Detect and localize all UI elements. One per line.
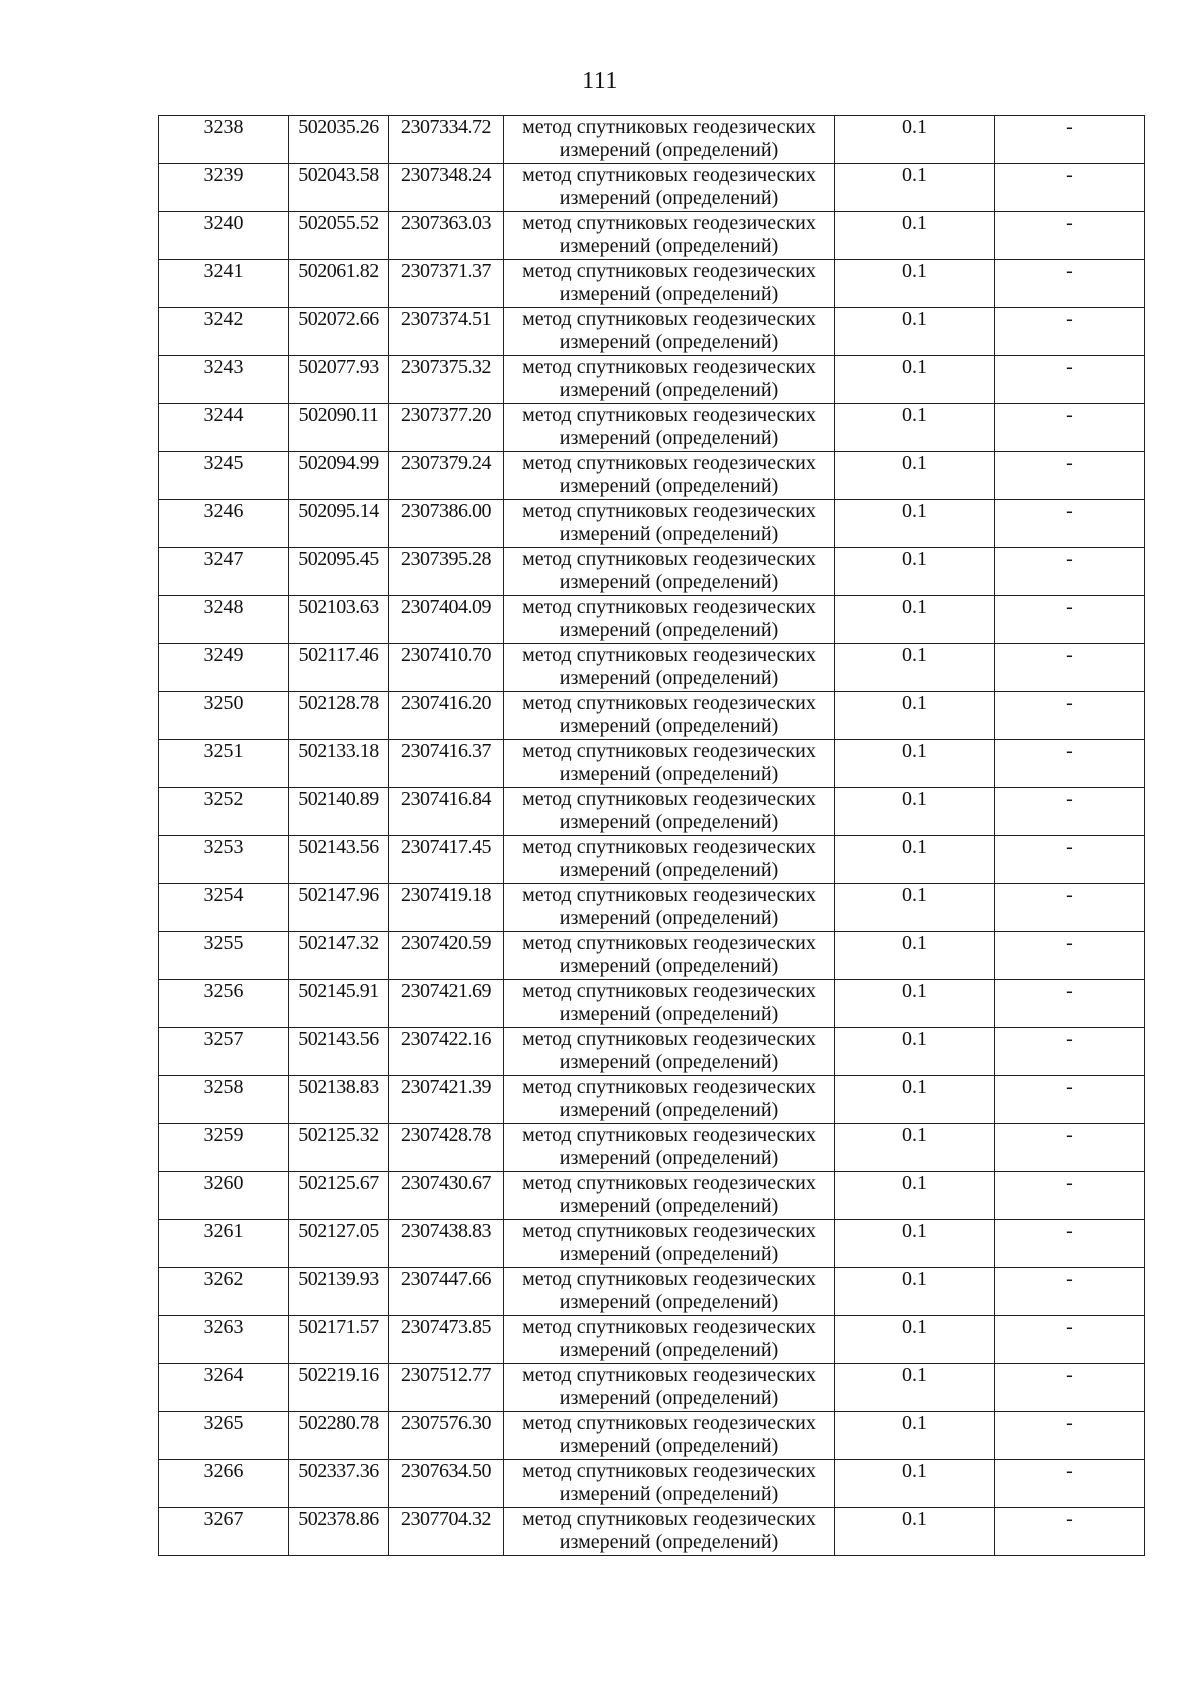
- determination-method: метод спутниковых геодезических измерений (определений): [504, 548, 835, 596]
- determination-method: метод спутниковых геодезических измерений (определений): [504, 1076, 835, 1124]
- coordinates-table: [158, 115, 1145, 1556]
- point-number: 3248: [159, 596, 289, 644]
- note-value: -: [995, 116, 1145, 164]
- x-coordinate: 502147.32: [289, 932, 389, 980]
- note-value: -: [995, 692, 1145, 740]
- point-number: 3262: [159, 1268, 289, 1316]
- x-coordinate: 502061.82: [289, 260, 389, 308]
- x-coordinate: 502145.91: [289, 980, 389, 1028]
- y-coordinate: 2307438.83: [389, 1220, 504, 1268]
- accuracy-value: 0.1: [835, 452, 995, 500]
- table-row: [159, 260, 1145, 308]
- table-row: [159, 500, 1145, 548]
- point-number: 3257: [159, 1028, 289, 1076]
- note-value: -: [995, 452, 1145, 500]
- note-value: -: [995, 932, 1145, 980]
- note-value: -: [995, 644, 1145, 692]
- x-coordinate: 502125.32: [289, 1124, 389, 1172]
- table-row: [159, 1508, 1145, 1556]
- x-coordinate: 502125.67: [289, 1172, 389, 1220]
- note-value: -: [995, 308, 1145, 356]
- table-row: [159, 740, 1145, 788]
- point-number: 3241: [159, 260, 289, 308]
- note-value: -: [995, 980, 1145, 1028]
- point-number: 3242: [159, 308, 289, 356]
- x-coordinate: 502094.99: [289, 452, 389, 500]
- table-row: [159, 1316, 1145, 1364]
- determination-method: метод спутниковых геодезических измерений (определений): [504, 596, 835, 644]
- note-value: -: [995, 1364, 1145, 1412]
- table-row: [159, 308, 1145, 356]
- page-number: 111: [582, 68, 618, 94]
- x-coordinate: 502143.56: [289, 836, 389, 884]
- y-coordinate: 2307363.03: [389, 212, 504, 260]
- determination-method: метод спутниковых геодезических измерений (определений): [504, 980, 835, 1028]
- table-row: [159, 596, 1145, 644]
- x-coordinate: 502138.83: [289, 1076, 389, 1124]
- accuracy-value: 0.1: [835, 1220, 995, 1268]
- accuracy-value: 0.1: [835, 1028, 995, 1076]
- table-row: [159, 1268, 1145, 1316]
- x-coordinate: 502077.93: [289, 356, 389, 404]
- accuracy-value: 0.1: [835, 836, 995, 884]
- y-coordinate: 2307374.51: [389, 308, 504, 356]
- accuracy-value: 0.1: [835, 260, 995, 308]
- determination-method: метод спутниковых геодезических измерений (определений): [504, 260, 835, 308]
- point-number: 3238: [159, 116, 289, 164]
- point-number: 3260: [159, 1172, 289, 1220]
- table-row: [159, 644, 1145, 692]
- y-coordinate: 2307447.66: [389, 1268, 504, 1316]
- note-value: -: [995, 1412, 1145, 1460]
- y-coordinate: 2307634.50: [389, 1460, 504, 1508]
- table-row: [159, 212, 1145, 260]
- y-coordinate: 2307428.78: [389, 1124, 504, 1172]
- accuracy-value: 0.1: [835, 932, 995, 980]
- point-number: 3254: [159, 884, 289, 932]
- point-number: 3245: [159, 452, 289, 500]
- x-coordinate: 502133.18: [289, 740, 389, 788]
- point-number: 3247: [159, 548, 289, 596]
- table-row: [159, 1172, 1145, 1220]
- y-coordinate: 2307416.37: [389, 740, 504, 788]
- accuracy-value: 0.1: [835, 1364, 995, 1412]
- table-row: [159, 116, 1145, 164]
- point-number: 3267: [159, 1508, 289, 1556]
- note-value: -: [995, 1076, 1145, 1124]
- note-value: -: [995, 1316, 1145, 1364]
- accuracy-value: 0.1: [835, 692, 995, 740]
- table-row: [159, 164, 1145, 212]
- x-coordinate: 502035.26: [289, 116, 389, 164]
- point-number: 3264: [159, 1364, 289, 1412]
- note-value: -: [995, 596, 1145, 644]
- x-coordinate: 502072.66: [289, 308, 389, 356]
- x-coordinate: 502103.63: [289, 596, 389, 644]
- note-value: -: [995, 740, 1145, 788]
- accuracy-value: 0.1: [835, 1124, 995, 1172]
- y-coordinate: 2307421.69: [389, 980, 504, 1028]
- y-coordinate: 2307430.67: [389, 1172, 504, 1220]
- table-row: [159, 980, 1145, 1028]
- table-row: [159, 788, 1145, 836]
- table-row: [159, 1460, 1145, 1508]
- y-coordinate: 2307576.30: [389, 1412, 504, 1460]
- accuracy-value: 0.1: [835, 1076, 995, 1124]
- accuracy-value: 0.1: [835, 980, 995, 1028]
- note-value: -: [995, 500, 1145, 548]
- note-value: -: [995, 1508, 1145, 1556]
- y-coordinate: 2307386.00: [389, 500, 504, 548]
- determination-method: метод спутниковых геодезических измерений (определений): [504, 1172, 835, 1220]
- determination-method: метод спутниковых геодезических измерений (определений): [504, 740, 835, 788]
- accuracy-value: 0.1: [835, 1316, 995, 1364]
- table-row: [159, 932, 1145, 980]
- accuracy-value: 0.1: [835, 1460, 995, 1508]
- determination-method: метод спутниковых геодезических измерений (определений): [504, 1460, 835, 1508]
- y-coordinate: 2307348.24: [389, 164, 504, 212]
- determination-method: метод спутниковых геодезических измерений (определений): [504, 1124, 835, 1172]
- y-coordinate: 2307377.20: [389, 404, 504, 452]
- note-value: -: [995, 404, 1145, 452]
- accuracy-value: 0.1: [835, 884, 995, 932]
- x-coordinate: 502337.36: [289, 1460, 389, 1508]
- accuracy-value: 0.1: [835, 548, 995, 596]
- point-number: 3239: [159, 164, 289, 212]
- accuracy-value: 0.1: [835, 1412, 995, 1460]
- table-row: [159, 1028, 1145, 1076]
- accuracy-value: 0.1: [835, 1172, 995, 1220]
- table-row: [159, 1124, 1145, 1172]
- y-coordinate: 2307416.20: [389, 692, 504, 740]
- point-number: 3265: [159, 1412, 289, 1460]
- determination-method: метод спутниковых геодезических измерений (определений): [504, 1364, 835, 1412]
- accuracy-value: 0.1: [835, 356, 995, 404]
- table-row: [159, 1364, 1145, 1412]
- determination-method: метод спутниковых геодезических измерений (определений): [504, 1316, 835, 1364]
- determination-method: метод спутниковых геодезических измерений (определений): [504, 1268, 835, 1316]
- x-coordinate: 502143.56: [289, 1028, 389, 1076]
- accuracy-value: 0.1: [835, 596, 995, 644]
- point-number: 3261: [159, 1220, 289, 1268]
- determination-method: метод спутниковых геодезических измерений (определений): [504, 932, 835, 980]
- x-coordinate: 502095.45: [289, 548, 389, 596]
- y-coordinate: 2307375.32: [389, 356, 504, 404]
- point-number: 3259: [159, 1124, 289, 1172]
- note-value: -: [995, 1460, 1145, 1508]
- note-value: -: [995, 260, 1145, 308]
- y-coordinate: 2307512.77: [389, 1364, 504, 1412]
- point-number: 3243: [159, 356, 289, 404]
- y-coordinate: 2307417.45: [389, 836, 504, 884]
- x-coordinate: 502147.96: [289, 884, 389, 932]
- x-coordinate: 502117.46: [289, 644, 389, 692]
- table-row: [159, 1076, 1145, 1124]
- determination-method: метод спутниковых геодезических измерений (определений): [504, 212, 835, 260]
- x-coordinate: 502171.57: [289, 1316, 389, 1364]
- y-coordinate: 2307404.09: [389, 596, 504, 644]
- point-number: 3244: [159, 404, 289, 452]
- determination-method: метод спутниковых геодезических измерений (определений): [504, 500, 835, 548]
- note-value: -: [995, 212, 1145, 260]
- determination-method: метод спутниковых геодезических измерений (определений): [504, 692, 835, 740]
- accuracy-value: 0.1: [835, 500, 995, 548]
- note-value: -: [995, 1268, 1145, 1316]
- accuracy-value: 0.1: [835, 308, 995, 356]
- point-number: 3263: [159, 1316, 289, 1364]
- note-value: -: [995, 356, 1145, 404]
- x-coordinate: 502219.16: [289, 1364, 389, 1412]
- note-value: -: [995, 548, 1145, 596]
- point-number: 3246: [159, 500, 289, 548]
- y-coordinate: 2307416.84: [389, 788, 504, 836]
- table-row: [159, 1412, 1145, 1460]
- x-coordinate: 502140.89: [289, 788, 389, 836]
- x-coordinate: 502378.86: [289, 1508, 389, 1556]
- y-coordinate: 2307334.72: [389, 116, 504, 164]
- y-coordinate: 2307379.24: [389, 452, 504, 500]
- determination-method: метод спутниковых геодезических измерений (определений): [504, 1508, 835, 1556]
- accuracy-value: 0.1: [835, 788, 995, 836]
- accuracy-value: 0.1: [835, 212, 995, 260]
- note-value: -: [995, 1172, 1145, 1220]
- y-coordinate: 2307419.18: [389, 884, 504, 932]
- x-coordinate: 502043.58: [289, 164, 389, 212]
- table-row: [159, 404, 1145, 452]
- point-number: 3250: [159, 692, 289, 740]
- table-row: [159, 836, 1145, 884]
- x-coordinate: 502127.05: [289, 1220, 389, 1268]
- note-value: -: [995, 836, 1145, 884]
- x-coordinate: 502095.14: [289, 500, 389, 548]
- determination-method: метод спутниковых геодезических измерений (определений): [504, 164, 835, 212]
- determination-method: метод спутниковых геодезических измерений (определений): [504, 788, 835, 836]
- point-number: 3266: [159, 1460, 289, 1508]
- y-coordinate: 2307395.28: [389, 548, 504, 596]
- determination-method: метод спутниковых геодезических измерений (определений): [504, 1028, 835, 1076]
- note-value: -: [995, 884, 1145, 932]
- y-coordinate: 2307371.37: [389, 260, 504, 308]
- determination-method: метод спутниковых геодезических измерений (определений): [504, 1220, 835, 1268]
- determination-method: метод спутниковых геодезических измерений (определений): [504, 404, 835, 452]
- accuracy-value: 0.1: [835, 740, 995, 788]
- point-number: 3249: [159, 644, 289, 692]
- x-coordinate: 502128.78: [289, 692, 389, 740]
- table-row: [159, 1220, 1145, 1268]
- y-coordinate: 2307420.59: [389, 932, 504, 980]
- point-number: 3252: [159, 788, 289, 836]
- note-value: -: [995, 1220, 1145, 1268]
- determination-method: метод спутниковых геодезических измерений (определений): [504, 884, 835, 932]
- note-value: -: [995, 788, 1145, 836]
- point-number: 3255: [159, 932, 289, 980]
- accuracy-value: 0.1: [835, 1508, 995, 1556]
- table-row: [159, 452, 1145, 500]
- note-value: -: [995, 1124, 1145, 1172]
- coordinates-table-body: [159, 116, 1145, 1556]
- point-number: 3251: [159, 740, 289, 788]
- note-value: -: [995, 164, 1145, 212]
- y-coordinate: 2307422.16: [389, 1028, 504, 1076]
- accuracy-value: 0.1: [835, 164, 995, 212]
- point-number: 3253: [159, 836, 289, 884]
- x-coordinate: 502280.78: [289, 1412, 389, 1460]
- determination-method: метод спутниковых геодезических измерений (определений): [504, 836, 835, 884]
- determination-method: метод спутниковых геодезических измерений (определений): [504, 308, 835, 356]
- table-row: [159, 356, 1145, 404]
- x-coordinate: 502090.11: [289, 404, 389, 452]
- accuracy-value: 0.1: [835, 644, 995, 692]
- y-coordinate: 2307421.39: [389, 1076, 504, 1124]
- accuracy-value: 0.1: [835, 1268, 995, 1316]
- determination-method: метод спутниковых геодезических измерений (определений): [504, 644, 835, 692]
- point-number: 3240: [159, 212, 289, 260]
- table-row: [159, 884, 1145, 932]
- y-coordinate: 2307704.32: [389, 1508, 504, 1556]
- point-number: 3256: [159, 980, 289, 1028]
- determination-method: метод спутниковых геодезических измерений (определений): [504, 452, 835, 500]
- table-row: [159, 548, 1145, 596]
- table-row: [159, 692, 1145, 740]
- x-coordinate: 502139.93: [289, 1268, 389, 1316]
- point-number: 3258: [159, 1076, 289, 1124]
- determination-method: метод спутниковых геодезических измерений (определений): [504, 116, 835, 164]
- accuracy-value: 0.1: [835, 404, 995, 452]
- determination-method: метод спутниковых геодезических измерений (определений): [504, 1412, 835, 1460]
- note-value: -: [995, 1028, 1145, 1076]
- x-coordinate: 502055.52: [289, 212, 389, 260]
- y-coordinate: 2307473.85: [389, 1316, 504, 1364]
- determination-method: метод спутниковых геодезических измерений (определений): [504, 356, 835, 404]
- y-coordinate: 2307410.70: [389, 644, 504, 692]
- accuracy-value: 0.1: [835, 116, 995, 164]
